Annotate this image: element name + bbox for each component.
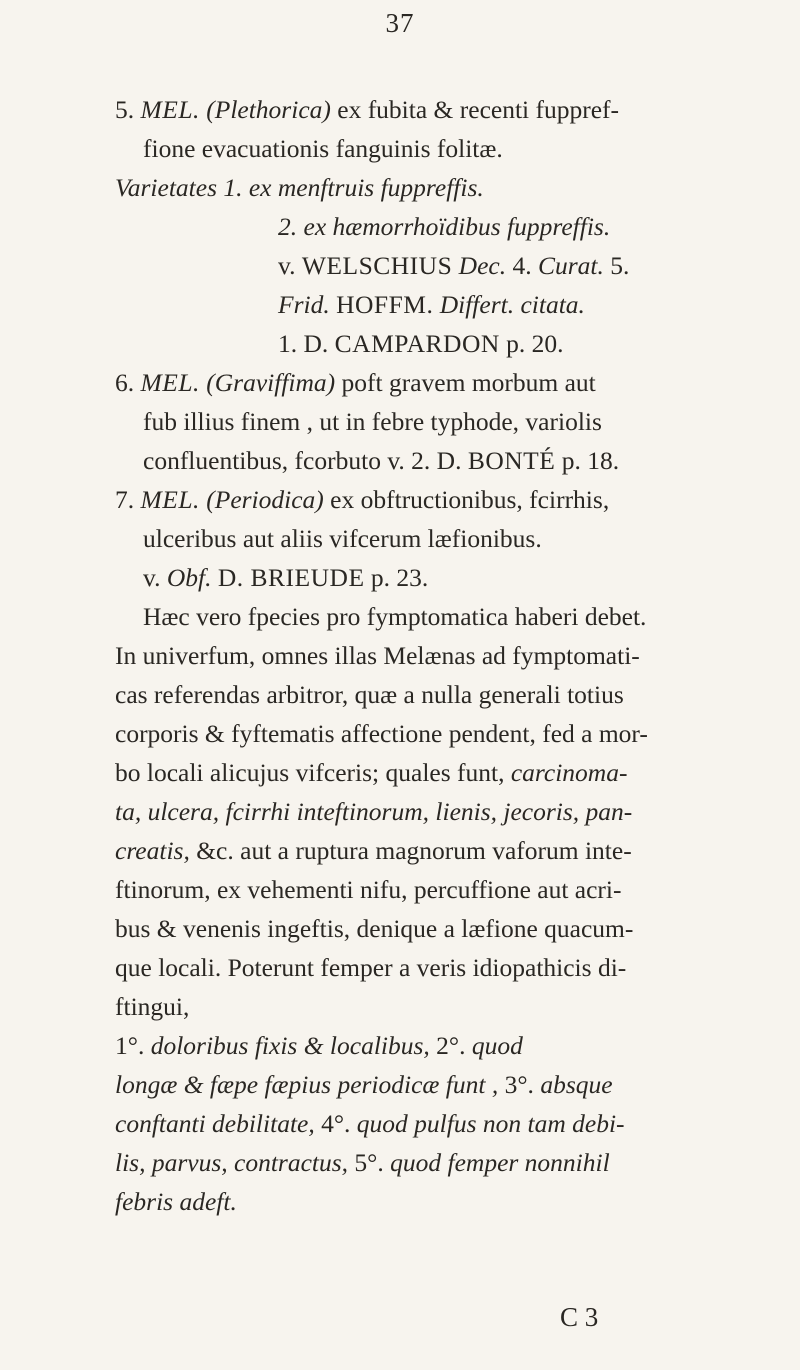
text-line: ftinorum, ex vehementi nifu, percuffione aut acri- (115, 875, 622, 904)
signature-mark: C 3 (560, 1302, 599, 1332)
text-line: In univerfum, omnes illas Melænas ad fymptomati- (115, 641, 640, 670)
text-line: 2. ex hæmorrhoïdibus fuppreffis. (278, 212, 611, 241)
text-line: 7. MEL. (Periodica) ex obftructionibus, fcirrhis, (115, 485, 610, 514)
text-line: longæ & fæpe fæpius periodicæ funt , 3°. absque (115, 1070, 613, 1099)
text-line: Frid. HOFFM. Differt. citata. (278, 290, 585, 319)
text-line: bus & venenis ingeftis, denique a læfione quacum- (115, 914, 634, 943)
text-line: conftanti debilitate, 4°. quod pulfus non tam debi- (115, 1109, 625, 1138)
text-line: ftingui, (115, 992, 190, 1021)
text-line: ta, ulcera, fcirrhi inteftinorum, lienis, jecoris, pan- (115, 797, 633, 826)
text-line: v. WELSCHIUS Dec. 4. Curat. 5. (278, 251, 630, 280)
text-line: corporis & fyftematis affectione pendent, fed a mor- (115, 719, 648, 748)
text-line: cas referendas arbitror, quæ a nulla generali totius (115, 680, 624, 709)
text-line: 1°. doloribus fixis & localibus, 2°. quod (115, 1031, 523, 1060)
text-line: fione evacuationis fanguinis folitæ. (143, 134, 503, 163)
text-line: 5. MEL. (Plethorica) ex fubita & recenti fuppref- (115, 95, 620, 124)
text-line: que locali. Poterunt femper a veris idiopathicis di- (115, 953, 627, 982)
text-line: bo locali alicujus vifceris; quales funt, carcinoma- (115, 758, 628, 787)
text-line: v. Obf. D. BRIEUDE p. 23. (143, 563, 429, 592)
page-number: 37 (385, 8, 415, 38)
text-line: confluentibus, fcorbuto v. 2. D. BONTÉ p. 18. (143, 446, 620, 475)
text-line: creatis, &c. aut a ruptura magnorum vaforum inte- (115, 836, 632, 865)
text-line: Hæc vero fpecies pro fymptomatica haberi debet. (143, 602, 647, 631)
text-line: 6. MEL. (Graviffima) poft gravem morbum aut (115, 368, 596, 397)
text-line: 1. D. CAMPARDON p. 20. (278, 329, 564, 358)
text-line: ulceribus aut aliis vifcerum læfionibus. (143, 524, 542, 553)
text-line: febris adeft. (115, 1187, 237, 1216)
text-line: Varietates 1. ex menftruis fuppreffis. (115, 173, 484, 202)
text-line: fub illius finem , ut in febre typhode, variolis (143, 407, 602, 436)
text-line: lis, parvus, contractus, 5°. quod femper nonnihil (115, 1148, 610, 1177)
